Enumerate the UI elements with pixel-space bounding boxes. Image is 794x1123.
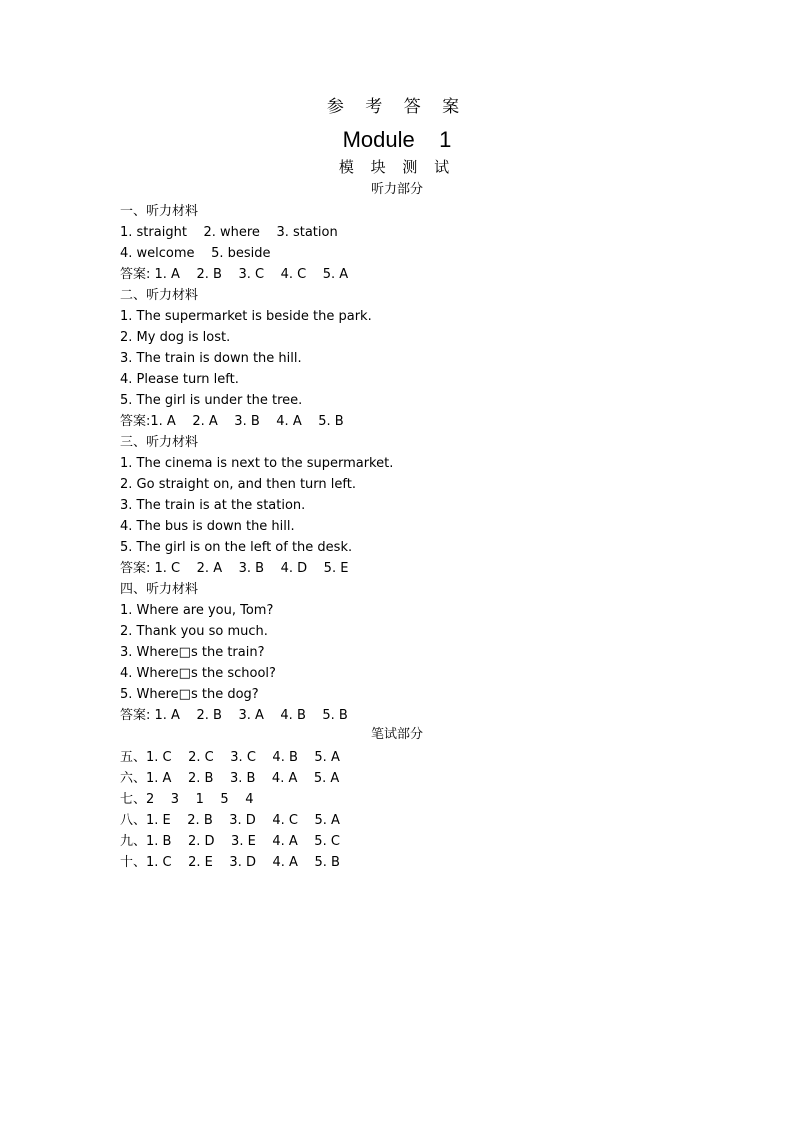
section-1-heading: 一、听力材料	[120, 204, 199, 219]
script-line: 5. Where□s the dog?	[120, 687, 259, 702]
script-line: 3. The train is at the station.	[120, 498, 306, 513]
test-subtitle: 模 块 测 试	[338, 158, 456, 176]
answer-line: 4. welcome 5. beside	[120, 246, 271, 261]
written-section-heading: 笔试部分	[370, 727, 423, 742]
listening-section-heading: 听力部分	[370, 182, 423, 197]
script-line: 2. My dog is lost.	[120, 330, 231, 345]
script-line: 1. The supermarket is beside the park.	[120, 309, 372, 324]
answer-key-line: 答案: 1. A 2. B 3. A 4. B 5. B	[120, 708, 348, 723]
answer-key-line: 答案: 1. C 2. A 3. B 4. D 5. E	[120, 561, 349, 576]
answer-key-line: 十、1. C 2. E 3. D 4. A 5. B	[120, 855, 340, 870]
script-line: 4. The bus is down the hill.	[120, 519, 295, 534]
module-heading: Module 1	[342, 127, 452, 152]
answer-key-line: 五、1. C 2. C 3. C 4. B 5. A	[120, 750, 340, 765]
answer-line: 1. straight 2. where 3. station	[120, 225, 338, 240]
written-section	[120, 747, 720, 873]
section-4-heading: 四、听力材料	[120, 582, 199, 597]
script-line: 2. Thank you so much.	[120, 624, 268, 639]
answer-key-line: 八、1. E 2. B 3. D 4. C 5. A	[120, 813, 340, 828]
answer-key-line: 九、1. B 2. D 3. E 4. A 5. C	[120, 834, 340, 849]
page-title: 参 考 答 案	[326, 97, 468, 117]
script-line: 4. Where□s the school?	[120, 666, 276, 681]
answer-key-line: 答案: 1. A 2. B 3. C 4. C 5. A	[120, 267, 349, 282]
section-3-heading: 三、听力材料	[120, 435, 199, 450]
script-line: 1. The cinema is next to the supermarket.	[120, 456, 394, 471]
script-line: 3. Where□s the train?	[120, 645, 265, 660]
answer-key-line: 七、2 3 1 5 4	[120, 792, 254, 807]
script-line: 3. The train is down the hill.	[120, 351, 302, 366]
script-line: 5. The girl is under the tree.	[120, 393, 303, 408]
answer-key-line: 答案:1. A 2. A 3. B 4. A 5. B	[120, 414, 344, 429]
listening-section	[120, 201, 720, 726]
script-line: 2. Go straight on, and then turn left.	[120, 477, 356, 492]
script-line: 1. Where are you, Tom?	[120, 603, 274, 618]
script-line: 4. Please turn left.	[120, 372, 239, 387]
script-line: 5. The girl is on the left of the desk.	[120, 540, 353, 555]
section-2-heading: 二、听力材料	[120, 288, 199, 303]
answer-key-line: 六、1. A 2. B 3. B 4. A 5. A	[120, 771, 340, 786]
